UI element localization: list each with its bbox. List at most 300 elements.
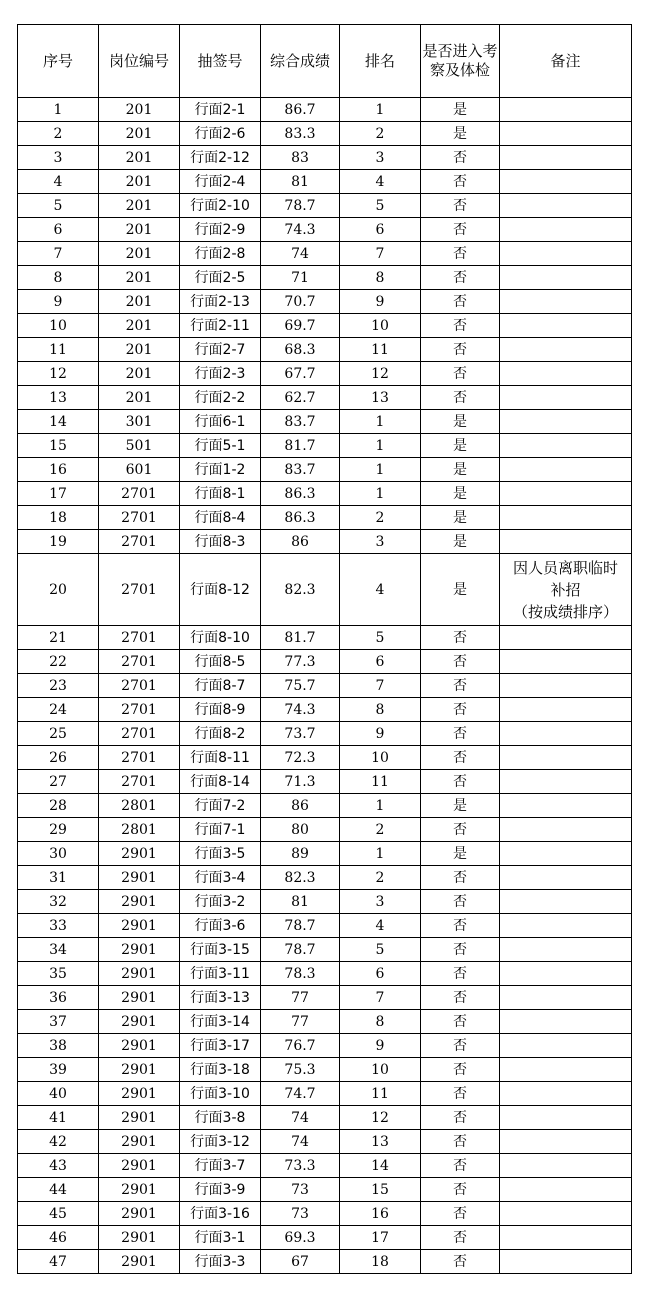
cell-draw-number: 行面2-10 (180, 194, 261, 218)
cell-rank: 7 (340, 986, 421, 1010)
cell-rank: 11 (340, 338, 421, 362)
cell-serial: 11 (18, 338, 99, 362)
table-row (18, 938, 632, 962)
cell-rank: 10 (340, 1058, 421, 1082)
cell-total-score: 83.7 (261, 458, 340, 482)
table-row (18, 1130, 632, 1154)
cell-serial: 25 (18, 722, 99, 746)
cell-total-score: 81.7 (261, 626, 340, 650)
cell-rank: 2 (340, 866, 421, 890)
cell-enter-inspection: 否 (421, 1226, 500, 1250)
header-total-score: 综合成绩 (261, 25, 340, 98)
cell-total-score: 89 (261, 842, 340, 866)
cell-enter-inspection: 否 (421, 938, 500, 962)
cell-post-code: 2901 (99, 866, 180, 890)
cell-serial: 23 (18, 674, 99, 698)
table-row (18, 362, 632, 386)
cell-post-code: 2701 (99, 698, 180, 722)
table-row (18, 1154, 632, 1178)
table-row (18, 1106, 632, 1130)
cell-enter-inspection: 是 (421, 410, 500, 434)
cell-rank: 1 (340, 434, 421, 458)
cell-remarks (500, 1106, 632, 1130)
cell-enter-inspection: 是 (421, 434, 500, 458)
cell-rank: 2 (340, 506, 421, 530)
cell-rank: 6 (340, 962, 421, 986)
cell-remarks (500, 818, 632, 842)
table-row (18, 98, 632, 122)
cell-post-code: 2901 (99, 938, 180, 962)
table-row (18, 698, 632, 722)
cell-total-score: 77 (261, 1010, 340, 1034)
cell-post-code: 601 (99, 458, 180, 482)
cell-total-score: 74.3 (261, 218, 340, 242)
cell-rank: 1 (340, 842, 421, 866)
cell-post-code: 2901 (99, 1106, 180, 1130)
cell-rank: 9 (340, 722, 421, 746)
table-row (18, 962, 632, 986)
cell-remarks (500, 410, 632, 434)
cell-remarks (500, 626, 632, 650)
cell-serial: 29 (18, 818, 99, 842)
cell-draw-number: 行面1-2 (180, 458, 261, 482)
cell-rank: 11 (340, 1082, 421, 1106)
cell-draw-number: 行面3-11 (180, 962, 261, 986)
cell-draw-number: 行面2-4 (180, 170, 261, 194)
cell-post-code: 2801 (99, 794, 180, 818)
table-row (18, 242, 632, 266)
cell-serial: 45 (18, 1202, 99, 1226)
cell-draw-number: 行面6-1 (180, 410, 261, 434)
cell-rank: 15 (340, 1178, 421, 1202)
cell-total-score: 83.3 (261, 122, 340, 146)
table-row (18, 554, 632, 626)
cell-total-score: 86.3 (261, 506, 340, 530)
table-row (18, 1082, 632, 1106)
header-remarks: 备注 (500, 25, 632, 98)
cell-post-code: 2901 (99, 986, 180, 1010)
cell-enter-inspection: 否 (421, 1034, 500, 1058)
cell-remarks (500, 1250, 632, 1274)
cell-total-score: 83.7 (261, 410, 340, 434)
table-row (18, 746, 632, 770)
cell-enter-inspection: 否 (421, 770, 500, 794)
cell-total-score: 83 (261, 146, 340, 170)
cell-enter-inspection: 否 (421, 866, 500, 890)
cell-enter-inspection: 否 (421, 746, 500, 770)
cell-remarks (500, 482, 632, 506)
cell-draw-number: 行面3-1 (180, 1226, 261, 1250)
cell-total-score: 71 (261, 266, 340, 290)
cell-rank: 17 (340, 1226, 421, 1250)
cell-rank: 1 (340, 410, 421, 434)
cell-draw-number: 行面8-3 (180, 530, 261, 554)
cell-post-code: 2701 (99, 626, 180, 650)
cell-enter-inspection: 否 (421, 1178, 500, 1202)
cell-total-score: 69.7 (261, 314, 340, 338)
cell-total-score: 71.3 (261, 770, 340, 794)
cell-remarks (500, 242, 632, 266)
cell-enter-inspection: 否 (421, 1250, 500, 1274)
cell-total-score: 81 (261, 170, 340, 194)
cell-post-code: 201 (99, 146, 180, 170)
cell-enter-inspection: 是 (421, 554, 500, 626)
table-row (18, 866, 632, 890)
cell-rank: 5 (340, 938, 421, 962)
cell-post-code: 2901 (99, 1034, 180, 1058)
cell-draw-number: 行面2-12 (180, 146, 261, 170)
cell-draw-number: 行面3-17 (180, 1034, 261, 1058)
cell-post-code: 201 (99, 242, 180, 266)
table-row (18, 890, 632, 914)
table-row (18, 722, 632, 746)
cell-serial: 34 (18, 938, 99, 962)
cell-enter-inspection: 是 (421, 122, 500, 146)
cell-serial: 41 (18, 1106, 99, 1130)
table-row (18, 338, 632, 362)
cell-serial: 10 (18, 314, 99, 338)
table-row (18, 530, 632, 554)
cell-draw-number: 行面3-7 (180, 1154, 261, 1178)
cell-post-code: 201 (99, 122, 180, 146)
cell-rank: 13 (340, 386, 421, 410)
cell-draw-number: 行面3-5 (180, 842, 261, 866)
cell-remarks (500, 722, 632, 746)
cell-post-code: 2901 (99, 1226, 180, 1250)
cell-total-score: 74 (261, 242, 340, 266)
cell-draw-number: 行面7-1 (180, 818, 261, 842)
cell-remarks (500, 770, 632, 794)
cell-draw-number: 行面2-3 (180, 362, 261, 386)
cell-enter-inspection: 是 (421, 98, 500, 122)
table-row (18, 458, 632, 482)
cell-rank: 6 (340, 650, 421, 674)
cell-rank: 2 (340, 818, 421, 842)
cell-rank: 10 (340, 746, 421, 770)
cell-enter-inspection: 否 (421, 290, 500, 314)
cell-enter-inspection: 否 (421, 266, 500, 290)
cell-remarks (500, 362, 632, 386)
cell-draw-number: 行面8-9 (180, 698, 261, 722)
cell-total-score: 73.7 (261, 722, 340, 746)
cell-draw-number: 行面3-13 (180, 986, 261, 1010)
cell-enter-inspection: 否 (421, 314, 500, 338)
cell-draw-number: 行面3-4 (180, 866, 261, 890)
cell-post-code: 201 (99, 314, 180, 338)
cell-enter-inspection: 否 (421, 146, 500, 170)
cell-rank: 13 (340, 1130, 421, 1154)
cell-total-score: 86.3 (261, 482, 340, 506)
cell-remarks (500, 674, 632, 698)
cell-serial: 2 (18, 122, 99, 146)
cell-total-score: 86 (261, 794, 340, 818)
table-row (18, 194, 632, 218)
cell-draw-number: 行面3-12 (180, 1130, 261, 1154)
table-row (18, 1202, 632, 1226)
cell-total-score: 67 (261, 1250, 340, 1274)
cell-remarks (500, 338, 632, 362)
cell-serial: 19 (18, 530, 99, 554)
table-row (18, 482, 632, 506)
cell-serial: 27 (18, 770, 99, 794)
cell-rank: 5 (340, 626, 421, 650)
table-row (18, 266, 632, 290)
cell-total-score: 73 (261, 1202, 340, 1226)
cell-remarks (500, 506, 632, 530)
cell-serial: 9 (18, 290, 99, 314)
cell-serial: 21 (18, 626, 99, 650)
cell-rank: 8 (340, 266, 421, 290)
cell-total-score: 78.7 (261, 914, 340, 938)
cell-rank: 9 (340, 1034, 421, 1058)
header-enter-inspection: 是否进入考察及体检 (421, 25, 500, 98)
cell-total-score: 81 (261, 890, 340, 914)
cell-remarks (500, 938, 632, 962)
cell-rank: 4 (340, 914, 421, 938)
cell-serial: 14 (18, 410, 99, 434)
cell-serial: 26 (18, 746, 99, 770)
cell-post-code: 201 (99, 194, 180, 218)
cell-remarks (500, 650, 632, 674)
cell-enter-inspection: 是 (421, 458, 500, 482)
cell-draw-number: 行面2-8 (180, 242, 261, 266)
table-row (18, 506, 632, 530)
cell-post-code: 201 (99, 386, 180, 410)
cell-total-score: 81.7 (261, 434, 340, 458)
cell-remarks (500, 266, 632, 290)
cell-total-score: 67.7 (261, 362, 340, 386)
cell-rank: 12 (340, 362, 421, 386)
cell-rank: 1 (340, 98, 421, 122)
table-row (18, 410, 632, 434)
cell-post-code: 201 (99, 170, 180, 194)
table-row (18, 842, 632, 866)
cell-draw-number: 行面3-2 (180, 890, 261, 914)
cell-serial: 13 (18, 386, 99, 410)
cell-serial: 44 (18, 1178, 99, 1202)
table-row (18, 986, 632, 1010)
cell-draw-number: 行面8-4 (180, 506, 261, 530)
cell-post-code: 2901 (99, 1154, 180, 1178)
cell-post-code: 301 (99, 410, 180, 434)
cell-rank: 4 (340, 554, 421, 626)
header-row (18, 25, 632, 98)
cell-serial: 3 (18, 146, 99, 170)
cell-remarks (500, 434, 632, 458)
cell-rank: 7 (340, 242, 421, 266)
cell-rank: 8 (340, 698, 421, 722)
cell-rank: 9 (340, 290, 421, 314)
cell-serial: 18 (18, 506, 99, 530)
cell-draw-number: 行面3-10 (180, 1082, 261, 1106)
table-row (18, 674, 632, 698)
cell-draw-number: 行面5-1 (180, 434, 261, 458)
cell-draw-number: 行面7-2 (180, 794, 261, 818)
cell-enter-inspection: 否 (421, 698, 500, 722)
table-row (18, 1058, 632, 1082)
cell-draw-number: 行面3-3 (180, 1250, 261, 1274)
table-row (18, 122, 632, 146)
cell-serial: 46 (18, 1226, 99, 1250)
cell-draw-number: 行面8-5 (180, 650, 261, 674)
cell-draw-number: 行面2-6 (180, 122, 261, 146)
header-serial: 序号 (18, 25, 99, 98)
cell-remarks (500, 1154, 632, 1178)
cell-serial: 33 (18, 914, 99, 938)
cell-serial: 7 (18, 242, 99, 266)
cell-post-code: 2901 (99, 1202, 180, 1226)
cell-post-code: 2901 (99, 842, 180, 866)
cell-rank: 1 (340, 482, 421, 506)
cell-enter-inspection: 否 (421, 1058, 500, 1082)
table-row (18, 1034, 632, 1058)
cell-rank: 3 (340, 890, 421, 914)
cell-rank: 14 (340, 1154, 421, 1178)
cell-remarks (500, 122, 632, 146)
cell-total-score: 86 (261, 530, 340, 554)
cell-draw-number: 行面3-6 (180, 914, 261, 938)
cell-total-score: 70.7 (261, 290, 340, 314)
cell-serial: 47 (18, 1250, 99, 1274)
cell-remarks (500, 1178, 632, 1202)
cell-draw-number: 行面3-18 (180, 1058, 261, 1082)
cell-enter-inspection: 是 (421, 506, 500, 530)
cell-enter-inspection: 否 (421, 674, 500, 698)
cell-total-score: 78.3 (261, 962, 340, 986)
cell-total-score: 74.7 (261, 1082, 340, 1106)
cell-post-code: 2701 (99, 722, 180, 746)
cell-total-score: 82.3 (261, 554, 340, 626)
cell-post-code: 2701 (99, 554, 180, 626)
header-draw-number: 抽签号 (180, 25, 261, 98)
cell-enter-inspection: 否 (421, 1202, 500, 1226)
cell-enter-inspection: 否 (421, 722, 500, 746)
cell-post-code: 2901 (99, 914, 180, 938)
cell-draw-number: 行面2-11 (180, 314, 261, 338)
cell-serial: 1 (18, 98, 99, 122)
cell-remarks (500, 1226, 632, 1250)
table-row (18, 1250, 632, 1274)
cell-serial: 31 (18, 866, 99, 890)
cell-draw-number: 行面8-1 (180, 482, 261, 506)
cell-remarks (500, 98, 632, 122)
cell-total-score: 80 (261, 818, 340, 842)
cell-serial: 40 (18, 1082, 99, 1106)
cell-remarks (500, 386, 632, 410)
cell-draw-number: 行面2-2 (180, 386, 261, 410)
cell-total-score: 74 (261, 1130, 340, 1154)
cell-enter-inspection: 是 (421, 842, 500, 866)
cell-serial: 4 (18, 170, 99, 194)
cell-post-code: 2901 (99, 1130, 180, 1154)
cell-remarks (500, 1082, 632, 1106)
cell-remarks (500, 698, 632, 722)
cell-serial: 35 (18, 962, 99, 986)
cell-total-score: 77.3 (261, 650, 340, 674)
cell-post-code: 2701 (99, 506, 180, 530)
cell-rank: 1 (340, 794, 421, 818)
cell-post-code: 201 (99, 266, 180, 290)
cell-remarks (500, 890, 632, 914)
cell-draw-number: 行面2-13 (180, 290, 261, 314)
cell-rank: 10 (340, 314, 421, 338)
cell-post-code: 2901 (99, 1010, 180, 1034)
cell-total-score: 75.7 (261, 674, 340, 698)
table-row (18, 386, 632, 410)
cell-serial: 42 (18, 1130, 99, 1154)
cell-post-code: 201 (99, 290, 180, 314)
cell-draw-number: 行面3-15 (180, 938, 261, 962)
cell-rank: 4 (340, 170, 421, 194)
cell-enter-inspection: 否 (421, 1106, 500, 1130)
score-table (17, 24, 632, 1274)
cell-draw-number: 行面8-14 (180, 770, 261, 794)
cell-post-code: 2901 (99, 890, 180, 914)
cell-total-score: 73.3 (261, 1154, 340, 1178)
cell-enter-inspection: 否 (421, 650, 500, 674)
cell-total-score: 75.3 (261, 1058, 340, 1082)
cell-draw-number: 行面3-16 (180, 1202, 261, 1226)
cell-remarks (500, 170, 632, 194)
cell-total-score: 69.3 (261, 1226, 340, 1250)
cell-post-code: 2701 (99, 482, 180, 506)
cell-serial: 17 (18, 482, 99, 506)
cell-post-code: 2801 (99, 818, 180, 842)
cell-post-code: 2701 (99, 674, 180, 698)
cell-total-score: 86.7 (261, 98, 340, 122)
cell-serial: 43 (18, 1154, 99, 1178)
table-row (18, 650, 632, 674)
cell-serial: 6 (18, 218, 99, 242)
cell-total-score: 62.7 (261, 386, 340, 410)
cell-enter-inspection: 否 (421, 170, 500, 194)
cell-draw-number: 行面2-7 (180, 338, 261, 362)
cell-total-score: 74.3 (261, 698, 340, 722)
cell-enter-inspection: 是 (421, 794, 500, 818)
cell-rank: 12 (340, 1106, 421, 1130)
cell-total-score: 76.7 (261, 1034, 340, 1058)
cell-remarks (500, 962, 632, 986)
cell-total-score: 74 (261, 1106, 340, 1130)
cell-total-score: 77 (261, 986, 340, 1010)
cell-enter-inspection: 否 (421, 1010, 500, 1034)
cell-enter-inspection: 是 (421, 482, 500, 506)
cell-serial: 38 (18, 1034, 99, 1058)
cell-total-score: 68.3 (261, 338, 340, 362)
table-row (18, 434, 632, 458)
table-row (18, 794, 632, 818)
cell-draw-number: 行面8-11 (180, 746, 261, 770)
cell-enter-inspection: 否 (421, 194, 500, 218)
cell-post-code: 2701 (99, 746, 180, 770)
cell-enter-inspection: 否 (421, 338, 500, 362)
cell-draw-number: 行面8-7 (180, 674, 261, 698)
cell-enter-inspection: 否 (421, 1130, 500, 1154)
table-row (18, 914, 632, 938)
cell-enter-inspection: 否 (421, 962, 500, 986)
cell-total-score: 82.3 (261, 866, 340, 890)
cell-rank: 5 (340, 194, 421, 218)
cell-post-code: 201 (99, 218, 180, 242)
cell-remarks (500, 290, 632, 314)
table-body (18, 98, 632, 1274)
cell-draw-number: 行面3-9 (180, 1178, 261, 1202)
header-post-code: 岗位编号 (99, 25, 180, 98)
cell-post-code: 201 (99, 338, 180, 362)
cell-rank: 18 (340, 1250, 421, 1274)
cell-serial: 24 (18, 698, 99, 722)
cell-draw-number: 行面8-12 (180, 554, 261, 626)
